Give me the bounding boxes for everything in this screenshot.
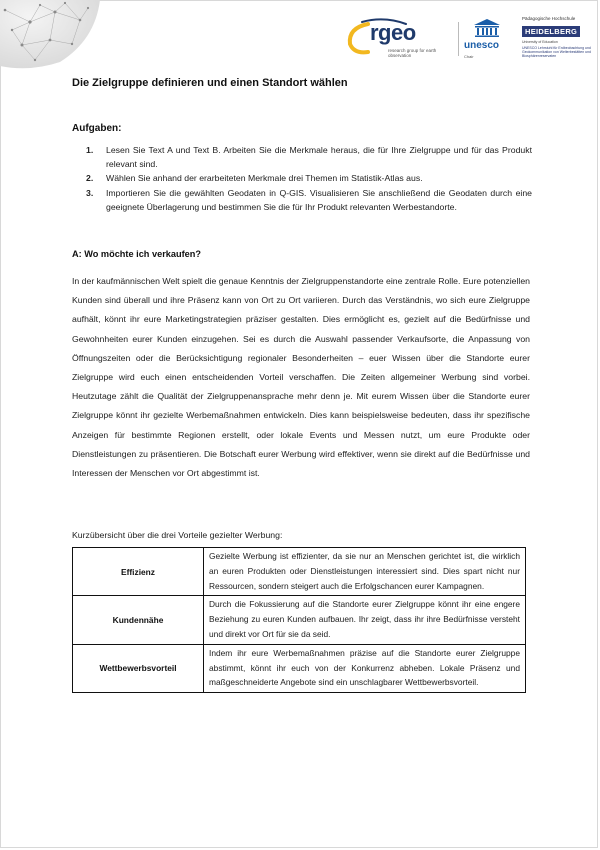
table-intro: Kurzübersicht über die drei Vorteile gezielter Werbung: [72,530,283,540]
document-header [0,0,600,70]
unesco-temple-icon [472,18,502,38]
tasks-heading: Aufgaben: [72,123,122,134]
task-text: Wählen Sie anhand der erarbeiteten Merkmale drei Themen im Statistik-Atlas aus. [106,173,423,184]
network-globe-graphic [0,0,110,70]
table-term: Effizienz [73,548,204,596]
table-term: Kundennähe [73,596,204,644]
table-term: Wettbewerbsvorteil [73,644,204,692]
task-number: 2. [86,173,94,184]
unesco-wordmark: unesco [464,40,500,51]
rgeo-logo [344,18,456,58]
page-title: Die Zielgruppe definieren und einen Standort wählen [72,77,348,89]
task-number: 3. [86,187,94,198]
task-text: Importieren Sie die gewählten Geodaten in Q-GIS. Visualisieren Sie anschließend die Geodaten durch eine geeignete Überlagerung und bestimmen Sie die für Ihr Produkt relevanten Werbestandorte. [106,187,532,212]
logo-divider [458,22,459,56]
table-description: Durch die Fokussierung auf die Standorte eurer Zielgruppe könnt ihr eine engere Beziehung zu euren Kunden aufbauen. Ihr zeigt, dass ihr ihre Bedürfnisse versteht und direkt vor Ort für sie da seid. [204,596,526,644]
ph-subtitle: University of Education [522,40,558,44]
task-text: Lesen Sie Text A und Text B. Arbeiten Sie die Merkmale heraus, die für Ihre Zielgruppe und für das Produkt relevant sind. [106,145,532,170]
task-item [86,143,532,171]
table-row [73,596,526,644]
task-number: 1. [86,145,94,155]
table-description: Indem ihr eure Werbemaßnahmen präzise auf die Standorte eurer Zielgruppe abstimmt, könnt ihr euch von der Konkurrenz abheben. Lokale Präsenz und maßgeschneiderte Angebote sind ein unschlagbarer Wettbewerbsvorteil. [204,644,526,692]
advantages-table [72,547,526,693]
section-a-heading: A: Wo möchte ich verkaufen? [72,249,201,259]
task-item [86,171,532,185]
rgeo-wordmark: rgeo [370,20,416,45]
task-list [86,143,532,214]
table-description: Gezielte Werbung ist effizienter, da sie nur an Menschen gerichtet ist, die wirklich an euren Produkten oder Dienstleistungen interessiert sind. Dies spart nicht nur Ressourcen, sondern steigert auch die Erfolgschancen eurer Kampagnen. [204,548,526,596]
ph-description: UNESCO Lehrstuhl für Erdbeobachtung und Geokommunikation von Welterbestätten und Biosphärenreservaten [522,46,592,58]
ph-heidelberg-logo [522,16,594,66]
section-a-paragraph: In der kaufmännischen Welt spielt die genaue Kenntnis der Zielgruppenstandorte eine zentrale Rolle. Eure potenziellen Kunden sind überall und ihre Präsenz kann von Ort zu Ort variieren. Durch das Verständnis, wo sich eure Zielgruppe aufhält, könnt ihr eure Marketingstrategien präziser gestalten. Dies ermöglicht es, gezielt auf die Bedürfnisse und Gewohnheiten eurer Kunden einzugehen. Sei es durch die Auswahl passender Verkaufsorte, die Anpassung von Öffnungszeiten oder die Berücksichtigung regionaler Besonderheiten – euer Wissen über die Standorte eurer Zielgruppe wird euch einen entscheidenden Vorteil verschaffen. Die Zeiten allgemeiner Werbung sind vorbei. Heutzutage zählt die Qualität der Zielgruppenansprache mehr denn je. Mit eurem Wissen über die Standorte eurer Zielgruppe könnt ihr gezielte Werbemaßnahmen entwickeln. Dies kann beispielsweise bedeuten, dass ihr spezifische Anzeigen für bestimmte Regionen erstellt, oder lokale Events und Messen nutzt, um eure Produkte oder Dienstleistungen zu präsentieren. Die Botschaft eurer Werbung wird effektiver, wenn sie direkt auf die Bedürfnisse und Interessen der Menschen vor Ort abgestimmt ist. [72,276,530,479]
ph-line: Pädagogische Hochschule [522,16,576,21]
task-item [86,186,532,214]
unesco-chair-label: Chair [464,54,474,59]
table-row [73,548,526,596]
table-row [73,644,526,692]
rgeo-tagline: research group for earth observation [388,48,437,58]
unesco-logo [464,18,516,64]
ph-name: HEIDELBERG [522,26,580,37]
